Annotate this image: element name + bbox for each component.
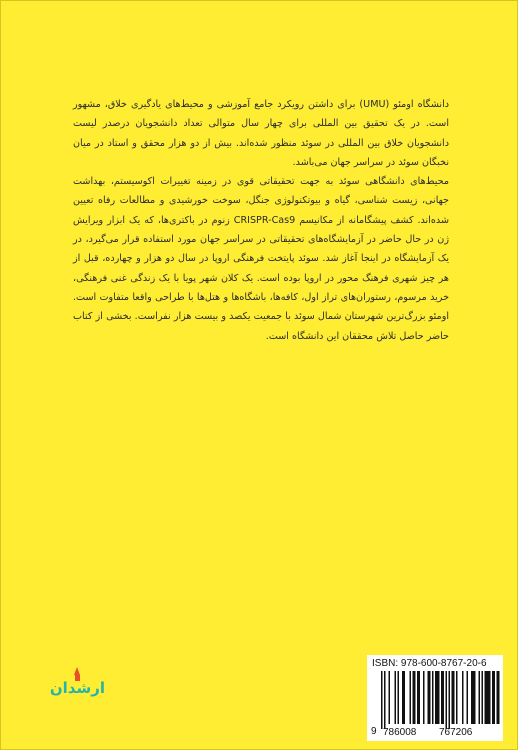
barcode-bar xyxy=(479,671,481,724)
publisher-logo xyxy=(49,667,105,707)
barcode-bar xyxy=(402,671,405,724)
barcode-left-digits: 786008 xyxy=(383,727,417,738)
barcode-bar xyxy=(462,671,464,724)
barcode-bar xyxy=(482,671,484,724)
barcode-bar xyxy=(384,671,386,729)
barcode-bar xyxy=(428,671,431,724)
barcode-lead-digit: 9 xyxy=(371,726,377,737)
barcode-bar xyxy=(485,671,491,724)
barcode-bar xyxy=(398,671,400,724)
publisher-logo-text: ارشدان xyxy=(49,679,105,697)
barcode-bar xyxy=(413,671,416,724)
isbn-number: ISBN: 978-600-8767-20-6 xyxy=(372,658,487,669)
barcode-bar xyxy=(381,671,383,729)
blurb-paragraph: محیط‌های دانشگاهی سوئد به جهت تحقیقاتی قوی در زمینه تغییرات اکوسیستم، بهداشت جهانی، زیست شناسی، گیاه و بیوتکنولوژی جنگل، سوخت خورشیدی و مطالعات رفاه تعیین شده‌اند. کشف پیشگامانه از مکانیسم CRISPR-Cas9 زنوم در باکتری‌ها، که یک ابزار ویرایش ژن در حال حاضر در آزمایشگاه‌های تحقیقاتی در سراسر جهان مورد استفاده قرار می‌گیرد، در یک آزمایشگاه در اینجا آغاز شد. سوئد پایتخت فرهنگی اروپا در سال دو هزار و چهارده، قبل از هر چیز شهری فرهنگ محور در اروپا بوده است. یک کلان شهر پویا با یک زندگی غنی فرهنگی، خرید مرسوم، رستوران‌های تراز اول، کافه‌ها، باشگاه‌ها و هتل‌ها با طراحی واقعا متفاوت است. اومئو بزرگ‌ترین شهرستان شمال سوئد با جمعیت یکصد و بیست هزار نفراست. بخشی از کتاب حاضر حاصل تلاش محققان این دانشگاه است. xyxy=(73,176,449,342)
barcode-bar xyxy=(492,671,495,724)
barcode-right-digits: 767206 xyxy=(439,727,473,738)
barcode-bar xyxy=(435,671,440,724)
barcode-bar xyxy=(432,671,434,724)
back-cover-blurb xyxy=(73,95,449,346)
barcode-bar xyxy=(441,671,444,724)
blurb-paragraph: دانشگاه اومئو (UMU) برای داشتن رویکرد جامع آموزشی و محیط‌های یادگیری خلاق، مشهور است. در یک تحقیق بین المللی برای چهار سال متوالی تعداد دانشجویان درصدر لیست دانشجویان خلاق بین المللی در سوئد منظور شده‌اند. بیش از دو هزار محقق و استاد در میان نخبگان سوئد در سراسر جهان می‌باشد. xyxy=(73,99,450,168)
candle-flame-icon xyxy=(74,667,80,675)
barcode-bar xyxy=(417,671,420,724)
barcode-bar xyxy=(456,671,458,724)
barcode-bar xyxy=(452,671,455,724)
barcode-bar xyxy=(395,671,397,724)
barcode-bar xyxy=(471,671,476,724)
barcode-bar xyxy=(410,671,412,724)
barcode-bar xyxy=(497,671,500,724)
barcode-bar xyxy=(389,671,391,724)
barcode-bar xyxy=(449,671,451,729)
barcode-bar xyxy=(423,671,425,724)
barcode-graphic xyxy=(367,655,503,741)
isbn-barcode xyxy=(367,655,503,741)
barcode-bar xyxy=(446,671,448,729)
barcode-bars xyxy=(381,671,500,729)
barcode-bar xyxy=(467,671,469,724)
